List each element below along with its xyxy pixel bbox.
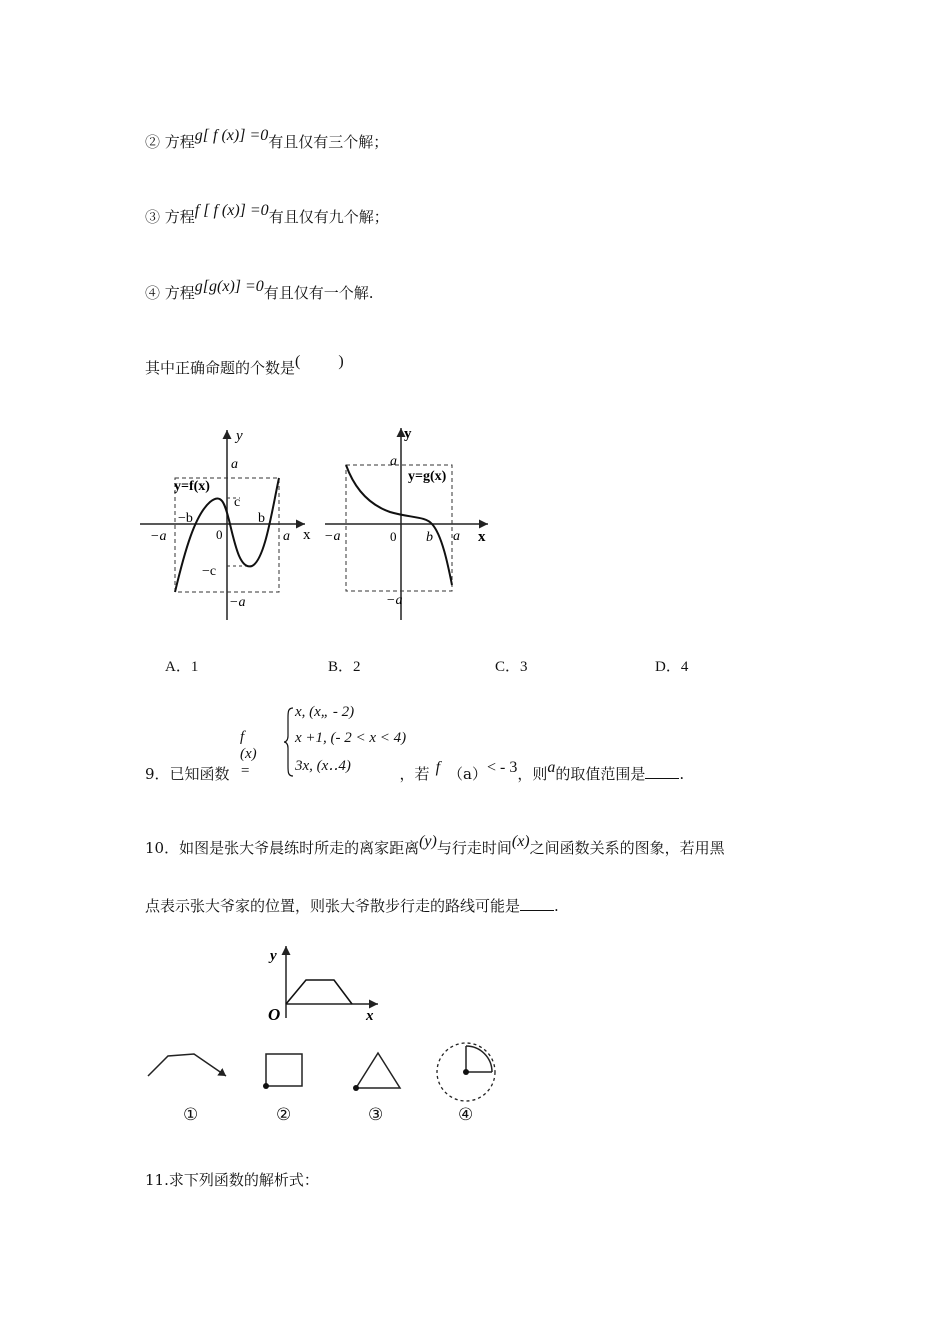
g-label-origin: 0 bbox=[390, 529, 397, 544]
q9-mid: ，若 bbox=[399, 765, 430, 783]
q9-end: . bbox=[679, 765, 685, 783]
statement-2-suffix: 有且仅有三个解； bbox=[268, 133, 389, 151]
path-4 bbox=[437, 1043, 495, 1101]
q11-line: 11.求下列函数的解析式： bbox=[145, 1171, 319, 1189]
q10-line-2 bbox=[145, 896, 559, 916]
f-label-x: x bbox=[303, 527, 311, 543]
q9-func-name: f (x) = bbox=[240, 729, 257, 779]
path-label-2: ② bbox=[276, 1105, 292, 1125]
f-label-b: b bbox=[258, 511, 265, 526]
statement-3 bbox=[145, 202, 389, 228]
f-label-neg-c: −c bbox=[202, 564, 217, 579]
q9-a-paren: （a） bbox=[448, 765, 487, 783]
path-label-3: ③ bbox=[368, 1105, 384, 1125]
q9-a: a bbox=[547, 759, 556, 776]
q9-line bbox=[145, 759, 685, 785]
graph-g bbox=[320, 420, 500, 630]
q10-graph bbox=[262, 938, 392, 1028]
q10-text-b: 与行走时间 bbox=[436, 839, 512, 857]
f-curve-label: y=f(x) bbox=[174, 479, 210, 494]
f-label-a-right: a bbox=[283, 529, 290, 544]
f-label-c: c bbox=[234, 495, 241, 510]
q9-cond: < - 3 bbox=[486, 759, 518, 776]
q10-text-c: 之间函数关系的图象，若用黑 bbox=[529, 839, 725, 857]
statement-3-prefix: ③ 方程 bbox=[145, 208, 195, 226]
q10-text-2: 点表示张大爷家的位置，则张大爷散步行走的路线可能是 bbox=[145, 897, 521, 915]
q9-f: f bbox=[435, 759, 441, 776]
statement-4-prefix: ④ 方程 bbox=[145, 284, 195, 302]
q9-number: 9．已知函数 bbox=[145, 765, 230, 783]
option-c[interactable]: C．3 bbox=[495, 659, 528, 675]
question-text: 其中正确命题的个数是 bbox=[145, 359, 296, 377]
g-label-y: y bbox=[404, 426, 412, 442]
statement-3-math: f [ f (x)] =0 bbox=[194, 202, 269, 219]
question-stem bbox=[145, 353, 344, 379]
distance-trapezoid bbox=[286, 980, 352, 1004]
q9-case-1: x, (x„ - 2) bbox=[295, 704, 355, 720]
q9-case-2: x +1, (- 2 < x < 4) bbox=[295, 730, 407, 746]
g-label-neg-a-left: −a bbox=[324, 529, 341, 544]
option-a[interactable]: A．1 bbox=[165, 659, 199, 675]
q10-y: (y) bbox=[419, 833, 437, 850]
statement-4-math: g[g(x)] =0 bbox=[194, 278, 264, 295]
f-label-neg-a-left: −a bbox=[150, 529, 167, 544]
q9-tail: 的取值范围是 bbox=[555, 765, 646, 783]
q10-axis-y: y bbox=[270, 948, 277, 964]
statement-2-prefix: ② 方程 bbox=[145, 133, 195, 151]
option-b[interactable]: B．2 bbox=[328, 659, 361, 675]
q10-end: . bbox=[554, 897, 559, 915]
g-label-a-top: a bbox=[390, 454, 397, 469]
path-diagrams bbox=[140, 1040, 520, 1102]
g-label-b: b bbox=[426, 530, 433, 545]
g-label-a-right: a bbox=[453, 529, 460, 544]
statement-2 bbox=[145, 127, 389, 153]
q10-text-a: 10．如图是张大爷晨练时所走的离家距离 bbox=[145, 839, 420, 857]
statement-2-math: g[ f (x)] =0 bbox=[194, 127, 269, 144]
g-label-x: x bbox=[478, 529, 486, 545]
g-label-neg-a-bottom: −a bbox=[386, 593, 403, 608]
q9-case-3: 3x, (x‥4) bbox=[295, 758, 351, 774]
q9-answer-blank[interactable] bbox=[645, 764, 679, 779]
statement-4-suffix: 有且仅有一个解. bbox=[263, 284, 374, 302]
f-label-origin: 0 bbox=[216, 527, 223, 542]
q10-x: (x) bbox=[511, 833, 530, 850]
f-label-neg-a-bottom: −a bbox=[229, 595, 246, 610]
path-label-1: ① bbox=[183, 1105, 199, 1125]
statement-4 bbox=[145, 278, 374, 304]
q10-origin: O bbox=[268, 1005, 281, 1024]
path-2 bbox=[263, 1054, 302, 1089]
g-curve-label: y=g(x) bbox=[408, 469, 447, 484]
graph-f bbox=[140, 420, 320, 630]
path-1 bbox=[148, 1054, 226, 1076]
path-3 bbox=[353, 1053, 400, 1091]
f-label-neg-b: −b bbox=[178, 511, 193, 526]
path-label-4: ④ bbox=[458, 1105, 474, 1125]
f-label-a-top: a bbox=[231, 457, 238, 472]
q9-then: ，则 bbox=[517, 765, 548, 783]
option-d[interactable]: D．4 bbox=[655, 659, 689, 675]
paren-open: ( bbox=[295, 353, 301, 370]
q10-line-1 bbox=[145, 833, 725, 859]
f-label-y: y bbox=[236, 428, 243, 444]
paren-close: ) bbox=[338, 353, 344, 370]
q10-answer-blank[interactable] bbox=[520, 896, 554, 911]
q10-axis-x: x bbox=[366, 1008, 374, 1024]
statement-3-suffix: 有且仅有九个解； bbox=[268, 208, 389, 226]
